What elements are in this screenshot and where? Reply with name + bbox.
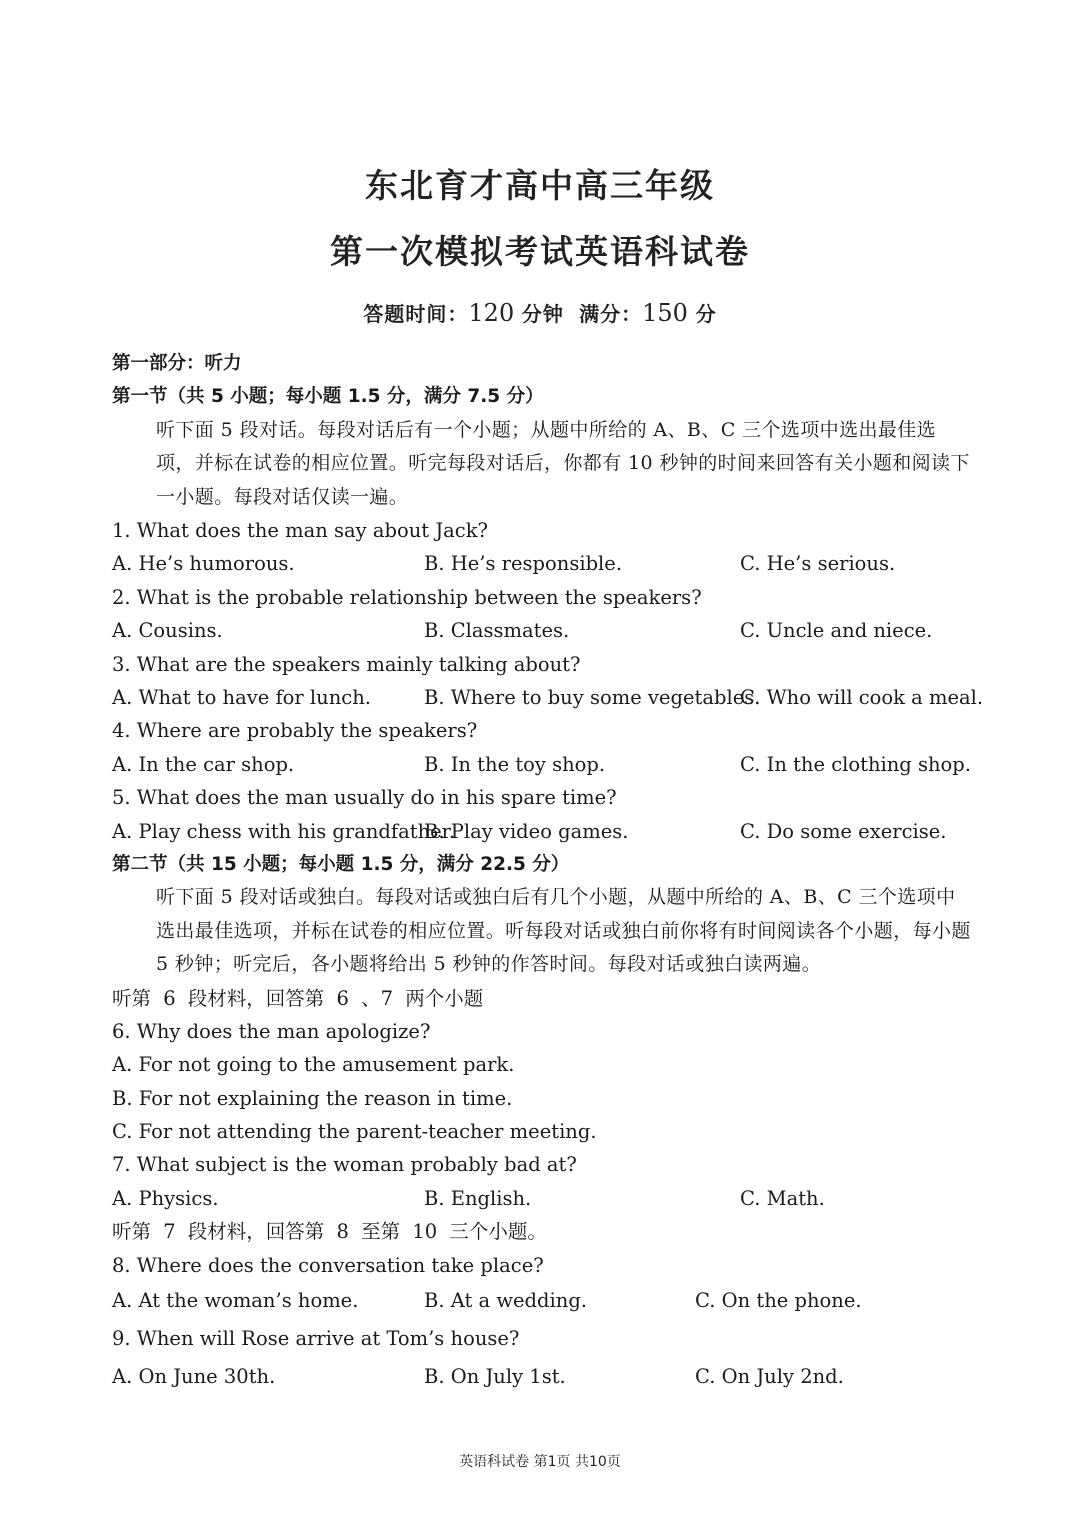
section1-instructions: 听下面 5 段对话。每段对话后有一个小题；从题中所给的 A、B、C 三个选项中选出最佳选项，并标在试卷的相应位置。听完每段对话后，你都有 10 秒钟的时间来回答有关小题和阅读下一小题。每段对话仅读一遍。 — [156, 418, 970, 508]
q4-option-b: B. In the toy shop. — [424, 752, 606, 776]
q3-option-a: A. What to have for lunch. — [112, 685, 371, 709]
q1-option-a: A. He’s humorous. — [112, 552, 295, 576]
score-label: 满分： — [579, 302, 643, 326]
q9-option-c: C. On July 2nd. — [695, 1365, 844, 1389]
q7-option-c: C. Math. — [740, 1186, 825, 1210]
q1-option-b: B. He’s responsible. — [424, 552, 623, 576]
q8-option-b: B. At a wedding. — [424, 1289, 587, 1313]
exam-title-school: 东北育才高中高三年级 — [365, 166, 715, 205]
time-label: 答题时间： — [363, 302, 469, 326]
q6-option-a: A. For not going to the amusement park. — [112, 1053, 515, 1077]
q6-option-b: B. For not explaining the reason in time. — [112, 1086, 513, 1110]
question-9: 9. When will Rose arrive at Tom’s house? — [112, 1327, 520, 1351]
question-4-options — [112, 748, 974, 781]
part1-heading: 第一部分：听力 — [112, 353, 242, 374]
exam-content — [112, 347, 984, 1396]
score-value: 150 — [642, 299, 688, 327]
question-1: 1. What does the man say about Jack? — [112, 519, 488, 542]
q7-option-a: A. Physics. — [112, 1186, 219, 1210]
question-8: 8. Where does the conversation take place? — [112, 1253, 544, 1277]
question-8-options — [112, 1282, 974, 1320]
question-7: 7. What subject is the woman probably bad at? — [112, 1153, 577, 1177]
question-6: 6. Why does the man apologize? — [112, 1019, 431, 1043]
section2-instructions: 听下面 5 段对话或独白。每段对话或独白后有几个小题，从题中所给的 A、B、C 三个选项中选出最佳选项，并标在试卷的相应位置。听每段对话或独白前你将有时间阅读各个小题，每小题 5 秒钟；听完后，各小题将给出 5 秒钟的作答时间。每段对话或独白读两遍。 — [156, 886, 971, 976]
question-2: 2. What is the probable relationship between the speakers? — [112, 585, 702, 609]
score-unit: 分 — [695, 302, 717, 326]
page-footer: 英语科试卷 第1页 共10页 — [459, 1454, 621, 1470]
material-7-instruction: 听第 7 段材料，回答第 8 至第 10 三个小题。 — [112, 1220, 547, 1244]
question-2-options — [112, 614, 974, 647]
section2-heading: 第二节（共 15 小题；每小题 1.5 分，满分 22.5 分） — [112, 853, 570, 875]
q5-option-a: A. Play chess with his grandfather. — [112, 819, 456, 843]
q2-option-c: C. Uncle and niece. — [740, 619, 933, 643]
q8-option-a: A. At the woman’s home. — [112, 1289, 359, 1313]
q2-option-a: A. Cousins. — [112, 619, 223, 643]
time-value: 120 — [468, 299, 515, 327]
time-unit: 分钟 — [521, 302, 564, 326]
q9-option-a: A. On June 30th. — [112, 1365, 276, 1389]
section1-heading: 第一节（共 5 小题；每小题 1.5 分，满分 7.5 分） — [112, 386, 544, 408]
q4-option-a: A. In the car shop. — [112, 752, 295, 776]
question-7-options — [112, 1182, 974, 1215]
question-9-options — [112, 1358, 974, 1396]
q6-option-c: C. For not attending the parent-teacher meeting. — [112, 1120, 597, 1144]
q4-option-c: C. In the clothing shop. — [740, 752, 971, 776]
question-3: 3. What are the speakers mainly talking about? — [112, 652, 581, 676]
question-1-options — [112, 547, 974, 580]
q3-option-c: C. Who will cook a meal. — [740, 685, 984, 709]
q1-option-c: C. He’s serious. — [740, 552, 896, 576]
exam-meta — [0, 298, 1080, 327]
question-5-options — [112, 815, 974, 848]
question-3-options — [112, 681, 984, 714]
question-4: 4. Where are probably the speakers? — [112, 719, 478, 743]
q2-option-b: B. Classmates. — [424, 619, 570, 643]
question-5: 5. What does the man usually do in his spare time? — [112, 786, 617, 810]
material-6-instruction: 听第 6 段材料，回答第 6 、7 两个小题 — [112, 986, 484, 1010]
q5-option-c: C. Do some exercise. — [740, 819, 947, 843]
q3-option-b: B. Where to buy some vegetables. — [424, 685, 761, 709]
q7-option-b: B. English. — [424, 1186, 532, 1210]
q5-option-b: B. Play video games. — [424, 819, 629, 843]
exam-title-subject: 第一次模拟考试英语科试卷 — [330, 232, 750, 271]
q9-option-b: B. On July 1st. — [424, 1365, 566, 1389]
q8-option-c: C. On the phone. — [695, 1289, 862, 1313]
